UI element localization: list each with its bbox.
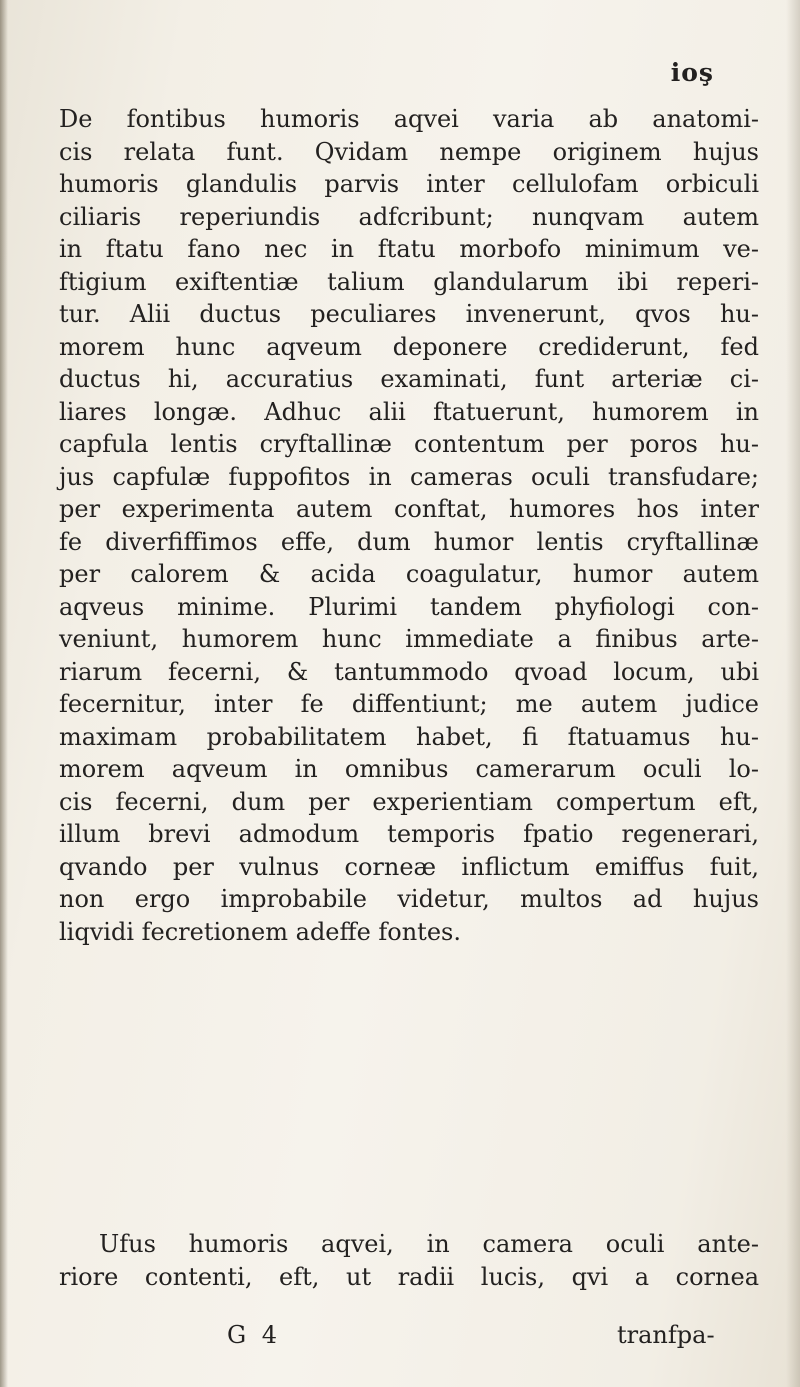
text-line: Ufus humoris aqvei, in camera oculi ante-: [99, 1230, 759, 1258]
text-line: fecernitur, inter fe diffentiunt; me autem judice: [59, 690, 759, 718]
text-line: per calorem & acida coagulatur, humor autem: [59, 560, 759, 588]
page-number: ioş: [670, 58, 714, 87]
text-line: non ergo improbabile videtur, multos ad hujus: [59, 885, 759, 913]
catchword: tranfpa-: [617, 1321, 715, 1349]
text-line: per experimenta autem conftat, humores hos inter: [59, 495, 759, 523]
text-line: De fontibus humoris aqvei varia ab anatomi-: [59, 105, 759, 133]
text-line: morem aqveum in omnibus camerarum oculi lo-: [59, 755, 759, 783]
text-line: veniunt, humorem hunc immediate a finibus arte-: [59, 625, 759, 653]
text-line: fe diverfiffimos effe, dum humor lentis cryftallinæ: [59, 527, 759, 556]
paragraph-usus-humoris: [59, 1228, 759, 1293]
text-line: riarum fecerni, & tantummodo qvoad locum, ubi: [59, 657, 759, 686]
text-line: cis relata funt. Qvidam nempe originem hujus: [59, 137, 759, 166]
text-line: tur. Alii ductus peculiares invenerunt, qvos hu-: [59, 300, 759, 328]
text-line: liqvidi fecretionem adeffe fontes.: [59, 917, 461, 946]
text-line: jus capfulæ fuppofitos in cameras oculi transfudare;: [59, 462, 759, 491]
text-line: ftigium exiftentiæ talium glandularum ibi reperi-: [59, 267, 759, 296]
text-line: illum brevi admodum temporis fpatio regenerari,: [59, 820, 759, 848]
page-gutter-shadow: [0, 0, 8, 1387]
text-line: ductus hi, accuratius examinati, funt arteriæ ci-: [59, 365, 759, 393]
text-line: liares longæ. Adhuc alii ftatuerunt, humorem in: [59, 397, 759, 426]
text-line: in ftatu fano nec in ftatu morbofo minimum ve-: [59, 235, 759, 263]
paragraph-fontes-humoris: [59, 103, 759, 948]
text-line: qvando per vulnus corneæ inflictum emiffus fuit,: [59, 852, 759, 881]
page-edge-shadow: [786, 0, 800, 1387]
text-line: capfula lentis cryftallinæ contentum per poros hu-: [59, 430, 759, 458]
text-line: maximam probabilitatem habet, fi ftatuamus hu-: [59, 722, 759, 751]
text-line: cis fecerni, dum per experientiam compertum eft,: [59, 787, 759, 816]
signature-mark: G 4: [227, 1321, 282, 1349]
text-line: morem hunc aqveum deponere crediderunt, fed: [59, 332, 759, 361]
text-line: aqveus minime. Plurimi tandem phyfiologi con-: [59, 592, 759, 621]
text-line: riore contenti, eft, ut radii lucis, qvi a cornea: [59, 1262, 759, 1291]
text-line: humoris glandulis parvis inter cellulofam orbiculi: [59, 170, 759, 198]
text-line: ciliaris reperiundis adfcribunt; nunqvam autem: [59, 202, 759, 231]
